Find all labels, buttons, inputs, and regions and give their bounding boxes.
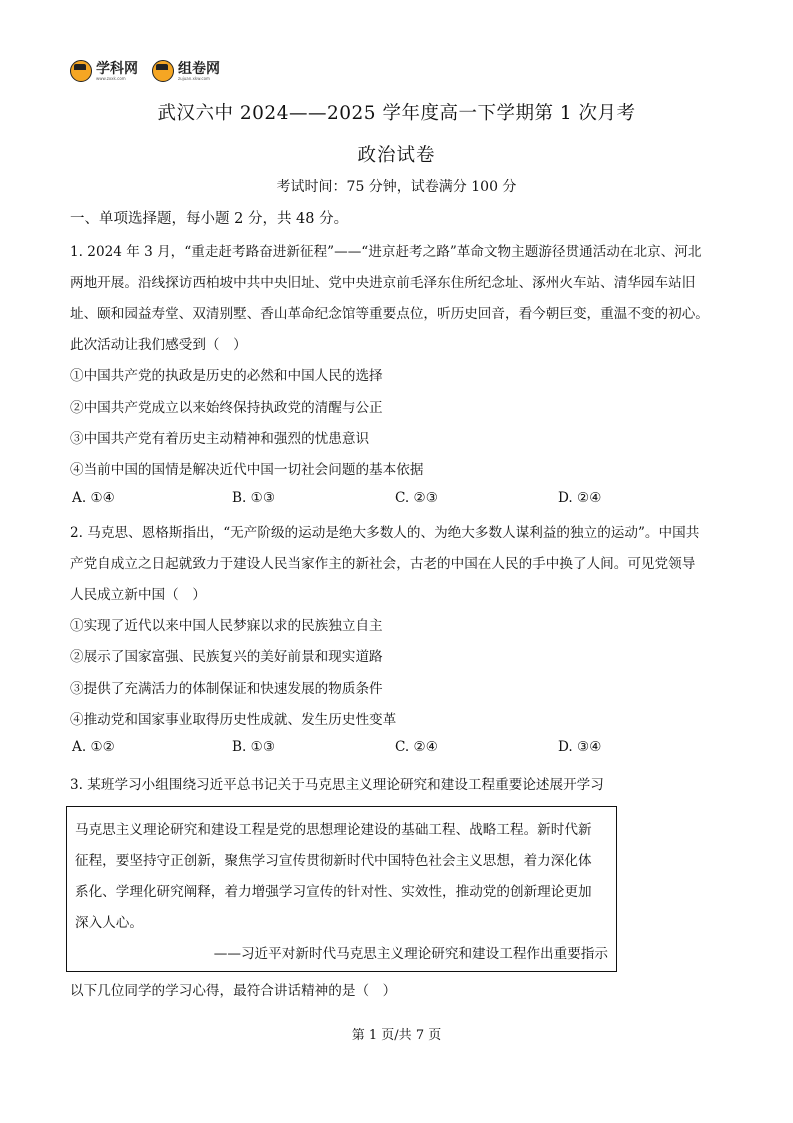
- option-c[interactable]: C. ②④: [395, 739, 438, 755]
- question-1-item: ②中国共产党成立以来始终保持执政党的清醒与公正: [70, 400, 383, 416]
- question-1-item: ④当前中国的国情是解决近代中国一切社会问题的基本依据: [70, 462, 424, 478]
- question-3-intro: 3. 某班学习小组围绕习近平总书记关于马克思主义理论研究和建设工程重要论述展开学习: [70, 777, 604, 793]
- option-d[interactable]: D. ③④: [558, 739, 602, 755]
- option-d[interactable]: D. ②④: [558, 490, 602, 506]
- exam-info: 考试时间：75 分钟，试卷满分 100 分: [276, 179, 517, 195]
- exam-title: 武汉六中 2024——2025 学年度高一下学期第 1 次月考: [157, 103, 636, 124]
- question-2-item: ④推动党和国家事业取得历史性成就、发生历史性变革: [70, 712, 397, 728]
- logo2-sub: zujuan.xkw.com: [178, 75, 210, 81]
- option-a[interactable]: A. ①②: [72, 739, 115, 755]
- question-2-item: ②展示了国家富强、民族复兴的美好前景和现实道路: [70, 649, 383, 665]
- section-heading: 一、单项选择题，每小题 2 分，共 48 分。: [70, 211, 349, 227]
- page-footer: 第 1 页/共 7 页: [351, 1028, 442, 1043]
- quote-line: 马克思主义理论研究和建设工程是党的思想理论建设的基础工程、战略工程。新时代新: [75, 822, 592, 838]
- logo2-text: 组卷网: [178, 60, 220, 77]
- option-b[interactable]: B. ①③: [232, 490, 276, 506]
- graduate-cap-icon: [152, 60, 174, 82]
- question-2-line: 产党自成立之日起就致力于建设人民当家作主的新社会，古老的中国在人民的手中换了人间。可见党领导: [70, 556, 696, 572]
- logo1-sub: www.zxxk.com: [96, 75, 126, 81]
- question-2-line: 人民成立新中国（ ）: [70, 587, 206, 603]
- header-logos: [70, 60, 220, 82]
- graduate-cap-icon: [70, 60, 92, 82]
- question-1-line: 1. 2024 年 3 月，“重走赶考路奋进新征程”——“进京赶考之路”革命文物主题游径贯通活动在北京、河北: [70, 244, 702, 260]
- question-1-line: 此次活动让我们感受到（ ）: [70, 337, 247, 353]
- question-1-line: 两地开展。沿线探访西柏坡中共中央旧址、党中央进京前毛泽东住所纪念址、涿州火车站、清华园车站旧: [70, 275, 696, 291]
- exam-subtitle: 政治试卷: [357, 145, 436, 166]
- question-3-question: 以下几位同学的学习心得，最符合讲话精神的是（ ）: [70, 983, 397, 999]
- logo1-text: 学科网: [96, 60, 138, 77]
- question-2-item: ③提供了充满活力的体制保证和快速发展的物质条件: [70, 681, 383, 697]
- question-2-options: [70, 739, 710, 759]
- question-1-item: ①中国共产党的执政是历史的必然和中国人民的选择: [70, 368, 383, 384]
- option-b[interactable]: B. ①③: [232, 739, 276, 755]
- quote-line: 深入人心。: [75, 915, 143, 931]
- xuekewang-logo: [70, 60, 138, 82]
- option-c[interactable]: C. ②③: [395, 490, 438, 506]
- quote-line: 征程，要坚持守正创新，聚焦学习宣传贯彻新时代中国特色社会主义思想，着力深化体: [75, 853, 592, 869]
- question-1-options: [70, 490, 710, 510]
- option-a[interactable]: A. ①④: [72, 490, 115, 506]
- quote-box: [66, 806, 617, 972]
- quote-source: ——习近平对新时代马克思主义理论研究和建设工程作出重要指示: [213, 946, 608, 962]
- zujuanwang-logo: [152, 60, 220, 82]
- quote-line: 系化、学理化研究阐释，着力增强学习宣传的针对性、实效性，推动党的创新理论更加: [75, 884, 592, 900]
- question-1-line: 址、颐和园益寿堂、双清别墅、香山革命纪念馆等重要点位，听历史回音，看今朝巨变，重温不变的初心。: [70, 306, 709, 322]
- question-2-item: ①实现了近代以来中国人民梦寐以求的民族独立自主: [70, 618, 383, 634]
- question-2-line: 2. 马克思、恩格斯指出，“无产阶级的运动是绝大多数人的、为绝大多数人谋利益的独立的运动”。中国共: [70, 525, 700, 541]
- question-1-item: ③中国共产党有着历史主动精神和强烈的忧患意识: [70, 431, 370, 447]
